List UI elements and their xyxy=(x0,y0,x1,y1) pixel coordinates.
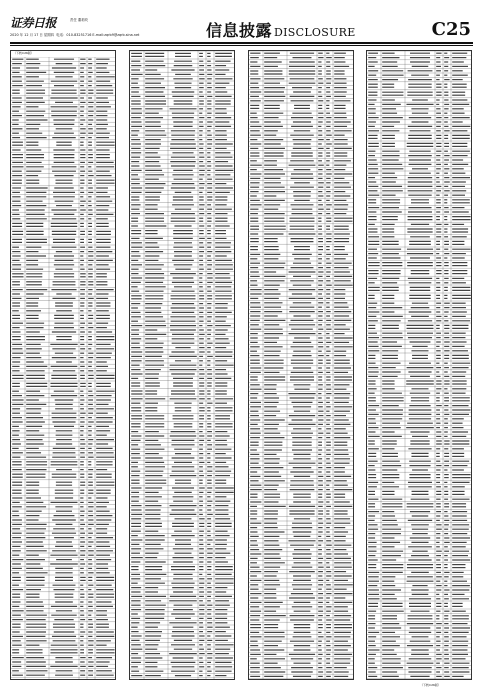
disclosure-table xyxy=(11,57,115,680)
disclosure-table xyxy=(249,51,353,680)
table-column-4 xyxy=(366,50,472,680)
table-column-1 xyxy=(10,50,116,680)
table-grid xyxy=(367,51,472,680)
section-title xyxy=(206,21,356,43)
column-title: （下转C26版） xyxy=(13,51,34,55)
table-column-3 xyxy=(248,50,354,680)
issue-date: 2020 年 12 月 17 日 星期四 xyxy=(10,33,55,37)
dateline xyxy=(10,33,139,37)
table-grid xyxy=(11,57,116,680)
section-title-zh: 信息披露 xyxy=(206,21,273,40)
contact-info: 电话：010-83251716 E-mail:zqrb9@zqrb.sina.net xyxy=(56,33,140,37)
table-grid xyxy=(130,51,235,680)
table-column-2 xyxy=(129,50,235,680)
editor-credit: 责任 董莉玫 xyxy=(70,18,89,22)
masthead-rule xyxy=(10,42,473,44)
disclosure-table xyxy=(367,51,471,680)
page-number: C25 xyxy=(431,19,471,40)
table-grid xyxy=(249,51,354,680)
newspaper-logo: 证券日报 xyxy=(10,16,57,30)
section-title-en: DISCLOSURE xyxy=(274,26,356,39)
disclosure-table xyxy=(130,51,234,680)
continuation-note: （下转C26版） xyxy=(420,683,441,687)
masthead-rule-thin xyxy=(10,45,473,46)
masthead xyxy=(0,0,484,44)
